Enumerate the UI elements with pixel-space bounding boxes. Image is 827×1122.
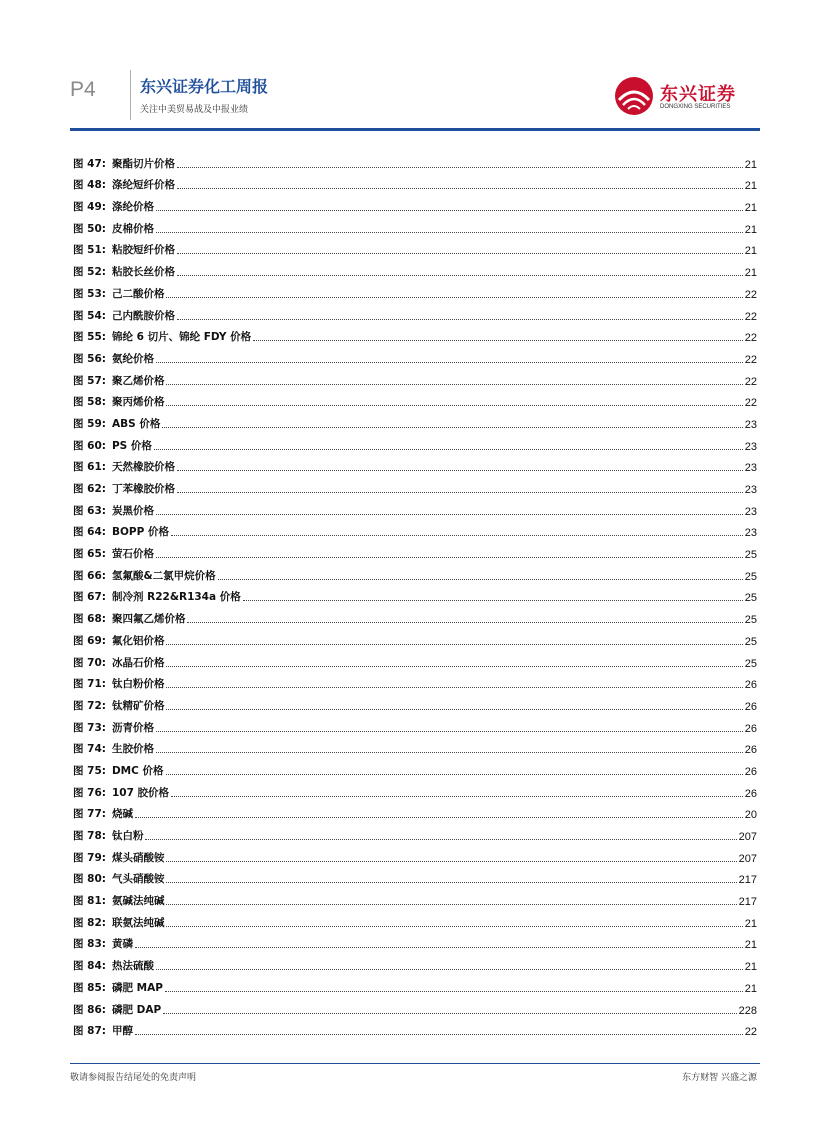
toc-entry[interactable] (73, 735, 757, 757)
figure-title: 沥青价格 (111, 721, 154, 734)
dot-leader (187, 622, 742, 623)
figure-number: 图 67: (73, 591, 106, 604)
toc-entry-label (73, 481, 175, 496)
dot-leader (154, 449, 743, 450)
toc-entry-label (73, 242, 175, 257)
dot-leader (166, 882, 736, 883)
toc-entry-label (73, 568, 216, 583)
figure-title: 磷肥 DAP (111, 1003, 162, 1016)
figure-title: 气头硝酸铵 (111, 873, 165, 886)
toc-entry[interactable] (73, 388, 757, 410)
toc-entry-label (73, 221, 154, 236)
toc-entry-label (73, 286, 164, 301)
figure-title: 钛白粉 (111, 830, 144, 842)
dot-leader (166, 405, 742, 406)
toc-entry[interactable] (73, 865, 757, 887)
figure-list (73, 149, 757, 1038)
figure-number: 图 83: (73, 938, 106, 951)
page-reference: 25 (744, 592, 757, 605)
page-reference: 26 (744, 700, 757, 713)
toc-entry[interactable] (73, 1017, 757, 1039)
page-reference: 217 (738, 874, 757, 887)
toc-entry-label (73, 1002, 161, 1017)
page-reference: 22 (744, 288, 757, 301)
toc-entry-label (73, 156, 175, 171)
dot-leader (218, 579, 743, 580)
figure-title: 煤头硝酸铵 (111, 851, 165, 864)
figure-title: 钛精矿价格 (111, 699, 165, 712)
dot-leader (166, 687, 742, 688)
figure-title: 热法硫酸 (111, 960, 154, 973)
page-reference: 23 (744, 462, 757, 475)
figure-number: 图 63: (73, 504, 106, 517)
figure-number: 图 82: (73, 916, 106, 929)
toc-entry-label (73, 611, 185, 626)
page-reference: 22 (744, 332, 757, 345)
page-reference: 23 (744, 505, 757, 518)
figure-number: 图 51: (73, 244, 106, 257)
dot-leader (156, 232, 743, 233)
toc-entry-label (73, 416, 160, 431)
figure-title: 天然橡胶价格 (111, 461, 175, 474)
figure-number: 图 54: (73, 309, 106, 322)
toc-entry[interactable] (73, 604, 757, 626)
figure-number: 图 80: (73, 873, 106, 886)
dot-leader (177, 167, 743, 168)
toc-entry-label (73, 373, 164, 388)
page-reference: 23 (744, 418, 757, 431)
toc-entry-label (73, 763, 164, 778)
toc-entry[interactable] (73, 713, 757, 735)
figure-title: 氟化铝价格 (111, 634, 165, 647)
dot-leader (177, 253, 743, 254)
page-reference: 21 (744, 202, 757, 215)
figure-title: 丁苯橡胶价格 (111, 483, 175, 495)
figure-number: 图 53: (73, 287, 106, 300)
toc-entry-label (73, 177, 175, 192)
figure-number: 图 74: (73, 743, 106, 756)
page-reference: 25 (744, 549, 757, 562)
dot-leader (165, 991, 743, 992)
toc-entry-label (73, 264, 175, 279)
dot-leader (166, 926, 742, 927)
dot-leader (156, 752, 743, 753)
page-reference: 22 (744, 397, 757, 410)
toc-entry[interactable] (73, 973, 757, 995)
figure-number: 图 57: (73, 374, 106, 387)
figure-title: 炭黑价格 (111, 504, 154, 517)
page-reference: 26 (744, 744, 757, 757)
figure-title: 涤纶短纤价格 (111, 179, 175, 192)
page-reference: 25 (744, 614, 757, 627)
figure-title: BOPP 价格 (111, 526, 169, 539)
header-divider (130, 70, 131, 120)
toc-entry[interactable] (73, 279, 757, 301)
toc-entry[interactable] (73, 366, 757, 388)
dot-leader (156, 557, 743, 558)
page-reference: 25 (744, 657, 757, 670)
disclaimer-note: 敬请参阅报告结尾处的免责声明 (70, 1073, 197, 1083)
toc-entry[interactable] (73, 149, 757, 171)
figure-title: ABS 价格 (111, 417, 161, 430)
figure-number: 图 60: (73, 439, 106, 452)
dot-leader (177, 275, 743, 276)
figure-title: 皮棉价格 (111, 222, 154, 235)
page-reference: 21 (744, 939, 757, 952)
figure-title: 聚四氟乙烯价格 (111, 613, 186, 626)
toc-entry-label (73, 351, 154, 366)
toc-entry[interactable] (73, 409, 757, 431)
figure-title: 氨纶价格 (111, 352, 154, 365)
toc-entry-label (73, 589, 241, 604)
toc-entry[interactable] (73, 496, 757, 518)
toc-entry[interactable] (73, 756, 757, 778)
page-reference: 25 (744, 635, 757, 648)
toc-entry-label (73, 850, 164, 865)
toc-entry-label (73, 806, 133, 821)
page-reference: 217 (738, 896, 757, 909)
figure-number: 图 79: (73, 851, 106, 864)
toc-entry[interactable] (73, 886, 757, 908)
page-reference: 22 (744, 1026, 757, 1039)
toc-entry[interactable] (73, 192, 757, 214)
dot-leader (166, 644, 742, 645)
dot-leader (156, 362, 743, 363)
toc-entry-label (73, 459, 175, 474)
toc-entry[interactable] (73, 691, 757, 713)
toc-entry-label (73, 958, 154, 973)
page-reference: 22 (744, 353, 757, 366)
logo-name-en: DONGXING SECURITIES (660, 104, 731, 110)
toc-entry-label (73, 893, 164, 908)
dot-leader (156, 969, 743, 970)
page-reference: 26 (744, 765, 757, 778)
page-reference: 21 (744, 917, 757, 930)
toc-entry-label (73, 329, 251, 344)
page-reference: 23 (744, 484, 757, 496)
figure-number: 图 87: (73, 1025, 106, 1038)
toc-entry[interactable] (73, 843, 757, 865)
dot-leader (162, 427, 742, 428)
toc-entry-label (73, 980, 163, 995)
logo-mark-icon (614, 76, 654, 116)
figure-title: 涤纶价格 (111, 201, 154, 214)
toc-entry-label (73, 720, 154, 735)
toc-entry[interactable] (73, 648, 757, 670)
figure-number: 图 64: (73, 526, 106, 539)
figure-title: 烧碱 (111, 808, 133, 821)
dot-leader (166, 666, 742, 667)
company-slogan: 东方财智 兴盛之源 (682, 1073, 757, 1083)
page-reference: 26 (744, 679, 757, 692)
page-reference: 21 (744, 961, 757, 974)
toc-entry[interactable] (73, 214, 757, 236)
figure-number: 图 48: (73, 179, 106, 192)
toc-entry[interactable] (73, 236, 757, 258)
toc-entry-label (73, 199, 154, 214)
toc-entry[interactable] (73, 800, 757, 822)
toc-entry-label (73, 698, 164, 713)
figure-title: 粘胶短纤价格 (111, 244, 175, 257)
figure-title: 联氨法纯碱 (111, 916, 165, 929)
toc-entry-label (73, 871, 164, 886)
figure-number: 图 76: (73, 786, 106, 799)
company-logo (614, 76, 754, 116)
page-reference: 26 (744, 722, 757, 735)
figure-title: 聚丙烯价格 (111, 396, 165, 409)
dot-leader (166, 861, 736, 862)
page-number: P4 (70, 78, 96, 101)
figure-number: 图 59: (73, 417, 106, 430)
figure-number: 图 66: (73, 569, 106, 582)
header-rule (70, 128, 760, 131)
page-reference: 21 (744, 223, 757, 236)
page-reference: 23 (744, 440, 757, 453)
figure-title: 黄磷 (111, 938, 133, 951)
figure-number: 图 78: (73, 830, 106, 842)
toc-entry[interactable] (73, 518, 757, 540)
footer-rule (70, 1063, 760, 1064)
figure-title: 粘胶长丝价格 (111, 266, 175, 279)
figure-number: 图 77: (73, 808, 106, 821)
page-reference: 22 (744, 375, 757, 388)
dot-leader (253, 340, 743, 341)
figure-title: 锦纶 6 切片、锦纶 FDY 价格 (111, 331, 252, 344)
toc-entry-label (73, 828, 143, 843)
figure-number: 图 71: (73, 678, 106, 691)
dot-leader (166, 384, 742, 385)
report-title: 东兴证券化工周报 (140, 77, 269, 96)
page-reference: 21 (744, 245, 757, 258)
page-reference: 21 (744, 982, 757, 995)
figure-title: 钛白粉价格 (111, 678, 165, 691)
figure-number: 图 65: (73, 548, 106, 561)
figure-title: 聚乙烯价格 (111, 374, 165, 387)
page-reference: 21 (744, 267, 757, 280)
page-reference: 23 (744, 527, 757, 540)
toc-entry-label (73, 394, 164, 409)
dot-leader (163, 1013, 736, 1014)
toc-entry[interactable] (73, 626, 757, 648)
dot-leader (135, 817, 743, 818)
page-reference: 207 (738, 852, 757, 865)
dot-leader (135, 947, 743, 948)
dot-leader (166, 297, 742, 298)
toc-entry[interactable] (73, 561, 757, 583)
dot-leader (156, 731, 743, 732)
page-reference: 26 (744, 787, 757, 800)
toc-entry-label (73, 633, 164, 648)
figure-title: 己二酸价格 (111, 287, 165, 300)
figure-number: 图 55: (73, 331, 106, 344)
toc-entry[interactable] (73, 344, 757, 366)
figure-number: 图 47: (73, 157, 106, 170)
page-reference: 207 (738, 831, 757, 843)
dot-leader (135, 1034, 743, 1035)
figure-number: 图 62: (73, 483, 106, 495)
figure-number: 图 75: (73, 764, 106, 777)
figure-title: 己内酰胺价格 (111, 309, 175, 322)
toc-entry-label (73, 524, 169, 539)
figure-number: 图 81: (73, 895, 106, 908)
dot-leader (171, 535, 743, 536)
report-subtitle: 关注中美贸易战及中报业绩 (140, 105, 249, 115)
figure-number: 图 56: (73, 352, 106, 365)
toc-entry[interactable] (73, 930, 757, 952)
toc-entry[interactable] (73, 951, 757, 973)
figure-number: 图 58: (73, 396, 106, 409)
toc-entry[interactable] (73, 778, 757, 800)
toc-entry[interactable] (73, 474, 757, 496)
toc-entry-label (73, 785, 169, 800)
toc-entry-label (73, 655, 164, 670)
figure-title: PS 价格 (111, 439, 152, 452)
figure-title: 107 胶价格 (111, 786, 170, 799)
figure-title: 制冷剂 R22&R134a 价格 (111, 591, 241, 604)
dot-leader (243, 600, 743, 601)
figure-number: 图 69: (73, 634, 106, 647)
figure-title: 聚酯切片价格 (111, 157, 175, 170)
logo-name-cn: 东兴证券 (660, 84, 736, 105)
dot-leader (145, 839, 736, 840)
figure-number: 图 61: (73, 461, 106, 474)
toc-entry-label (73, 676, 164, 691)
toc-entry[interactable] (73, 323, 757, 345)
toc-entry[interactable] (73, 431, 757, 453)
figure-number: 图 70: (73, 656, 106, 669)
toc-entry[interactable] (73, 453, 757, 475)
toc-entry-label (73, 546, 154, 561)
figure-number: 图 50: (73, 222, 106, 235)
figure-title: 氢氟酸&二氯甲烷价格 (111, 569, 216, 582)
dot-leader (156, 210, 743, 211)
figure-number: 图 84: (73, 960, 106, 973)
dot-leader (177, 492, 743, 493)
page-reference: 21 (744, 180, 757, 193)
toc-entry[interactable] (73, 539, 757, 561)
dot-leader (166, 774, 743, 775)
figure-number: 图 68: (73, 613, 106, 626)
page-reference: 20 (744, 809, 757, 822)
dot-leader (156, 514, 743, 515)
dot-leader (177, 319, 743, 320)
toc-entry-label (73, 1023, 133, 1038)
figure-number: 图 49: (73, 201, 106, 214)
figure-number: 图 86: (73, 1003, 106, 1016)
toc-entry[interactable] (73, 171, 757, 193)
toc-entry[interactable] (73, 670, 757, 692)
toc-entry-label (73, 438, 152, 453)
figure-number: 图 72: (73, 699, 106, 712)
figure-title: 冰晶石价格 (111, 656, 165, 669)
dot-leader (177, 188, 743, 189)
dot-leader (171, 796, 743, 797)
toc-entry[interactable] (73, 995, 757, 1017)
toc-entry[interactable] (73, 583, 757, 605)
figure-title: 磷肥 MAP (111, 981, 163, 994)
toc-entry[interactable] (73, 257, 757, 279)
figure-title: DMC 价格 (111, 764, 164, 777)
toc-entry-label (73, 915, 164, 930)
figure-number: 图 52: (73, 266, 106, 279)
dot-leader (166, 904, 736, 905)
toc-entry[interactable] (73, 908, 757, 930)
dot-leader (177, 470, 743, 471)
toc-entry[interactable] (73, 821, 757, 843)
toc-entry-label (73, 741, 154, 756)
figure-title: 甲醇 (111, 1025, 133, 1038)
toc-entry-label (73, 936, 133, 951)
dot-leader (166, 709, 742, 710)
toc-entry[interactable] (73, 301, 757, 323)
page-reference: 25 (744, 570, 757, 583)
figure-number: 图 73: (73, 721, 106, 734)
figure-number: 图 85: (73, 981, 106, 994)
toc-entry-label (73, 308, 175, 323)
figure-title: 氨碱法纯碱 (111, 895, 165, 908)
page-reference: 228 (738, 1004, 757, 1017)
page-reference: 22 (744, 310, 757, 323)
toc-entry-label (73, 503, 154, 518)
figure-title: 生胶价格 (111, 743, 154, 756)
figure-title: 萤石价格 (111, 548, 154, 561)
page-reference: 21 (744, 158, 757, 171)
